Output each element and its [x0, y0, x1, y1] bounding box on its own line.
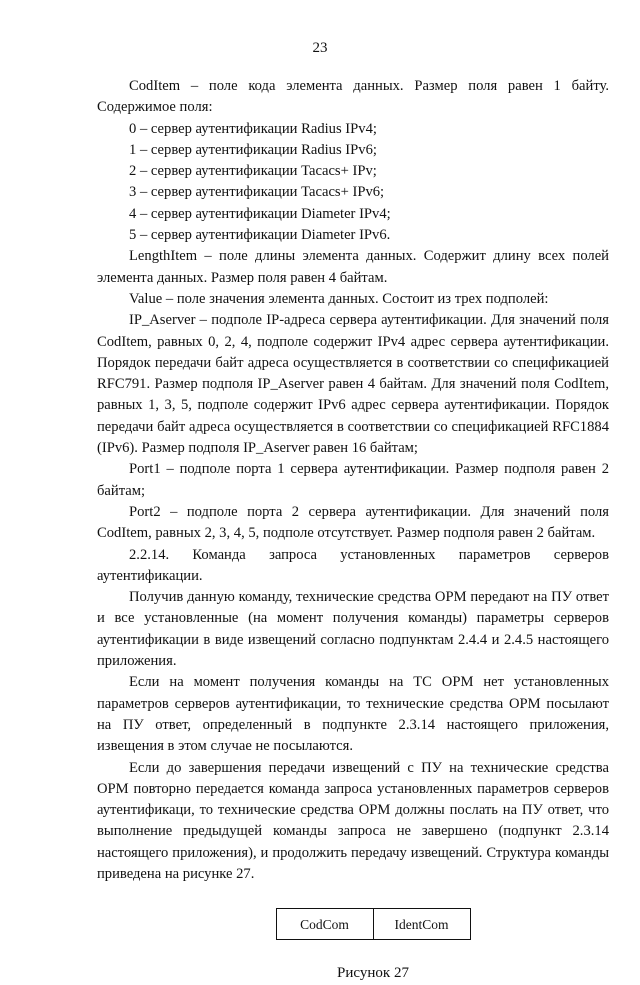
port1-paragraph: Port1 – подполе порта 1 сервера аутентификации. Размер подполя равен 2 байтам; — [97, 461, 609, 499]
section-heading — [97, 545, 609, 566]
section-word: Команда — [192, 546, 246, 563]
receive-paragraph: Получив данную команду, технические средства ОРМ передают на ПУ ответ и все установленные (на момент получения команды) параметры серверов аутентификации в виде извещений согласно подпунктам 2.4.4 и 2.4.5 настоящего приложения. — [97, 589, 609, 670]
lengthitem-paragraph: LengthItem – поле длины элемента данных. Содержит длину всех полей элемента данных. Размер поля равен 4 байтам. — [97, 248, 609, 286]
coditem-value-5: 5 – сервер аутентификации Diameter IPv6. — [129, 227, 391, 244]
page-number: 23 — [312, 40, 328, 56]
document-body — [97, 76, 609, 985]
no-params-paragraph: Если на момент получения команды на ТС ОРМ нет установленных параметров серверов аутентификации, то технические средства ОРМ посылают на ПУ ответ, определенный в подпункте 2.3.14 настоящего приложения, извещения в этом случае не посылаются. — [97, 674, 609, 755]
coditem-value-2: 2 – сервер аутентификации Tacacs+ IPv; — [129, 163, 377, 180]
coditem-value-0: 0 – сервер аутентификации Radius IPv4; — [129, 120, 377, 137]
coditem-paragraph: CodItem – поле кода элемента данных. Размер поля равен 1 байту. Содержимое поля: — [97, 78, 609, 116]
section-word: серверов — [553, 546, 609, 563]
value-paragraph: Value – поле значения элемента данных. Состоит из трех подполей: — [129, 290, 549, 307]
section-word: параметров — [458, 546, 531, 563]
coditem-value-3: 3 – сервер аутентификации Tacacs+ IPv6; — [129, 184, 385, 201]
figure-27 — [97, 908, 609, 940]
repeat-paragraph: Если до завершения передачи извещений с ПУ на технические средства ОРМ повторно передается команда запроса установленных параметров серверов аутентификаци, то технические средства ОРМ должны послать на ПУ ответ, что выполнение предыдущей команды запроса не завершено (подпункт 2.3.14 настоящего приложения), и продолжить передачу извещений. Структура команды приведена на рисунке 27. — [97, 759, 609, 882]
coditem-value-1: 1 – сервер аутентификации Radius IPv6; — [129, 141, 377, 158]
section-heading-continuation: аутентификации. — [97, 567, 203, 584]
codcom-cell: CodCom — [276, 909, 373, 940]
ip-aserver-paragraph: IP_Aserver – подполе IP-адреса сервера аутентификации. Для значений поля CodItem, равных 0, 2, 4, подполе содержит IPv4 адрес сервера аутентификации. Порядок передачи байт адреса осуществляется в соответствии со спецификацией RFC791. Размер подполя IP_Aserver равен 4 байтам. Для значений поля CodItem, равных 1, 3, 5, подполе содержит IPv6 адрес сервера аутентификации. Порядок передачи байт адреса осуществляется в соответствии со спецификацией RFC1884 (IPv6). Размер подполя IP_Aserver равен 16 байтам; — [97, 312, 609, 457]
figure-caption: Рисунок 27 — [337, 965, 409, 982]
identcom-cell: IdentCom — [373, 909, 470, 940]
command-structure-table — [276, 908, 471, 940]
section-word: запроса — [269, 546, 318, 563]
port2-paragraph: Port2 – подполе порта 2 сервера аутентификации. Для значений поля CodItem, равных 2, 3, 4, 5, подполе отсутствует. Размер подполя равен 2 байтам. — [97, 503, 609, 542]
section-number: 2.2.14. — [129, 546, 170, 563]
section-word: установленных — [340, 546, 436, 563]
coditem-value-4: 4 – сервер аутентификации Diameter IPv4; — [129, 205, 391, 222]
